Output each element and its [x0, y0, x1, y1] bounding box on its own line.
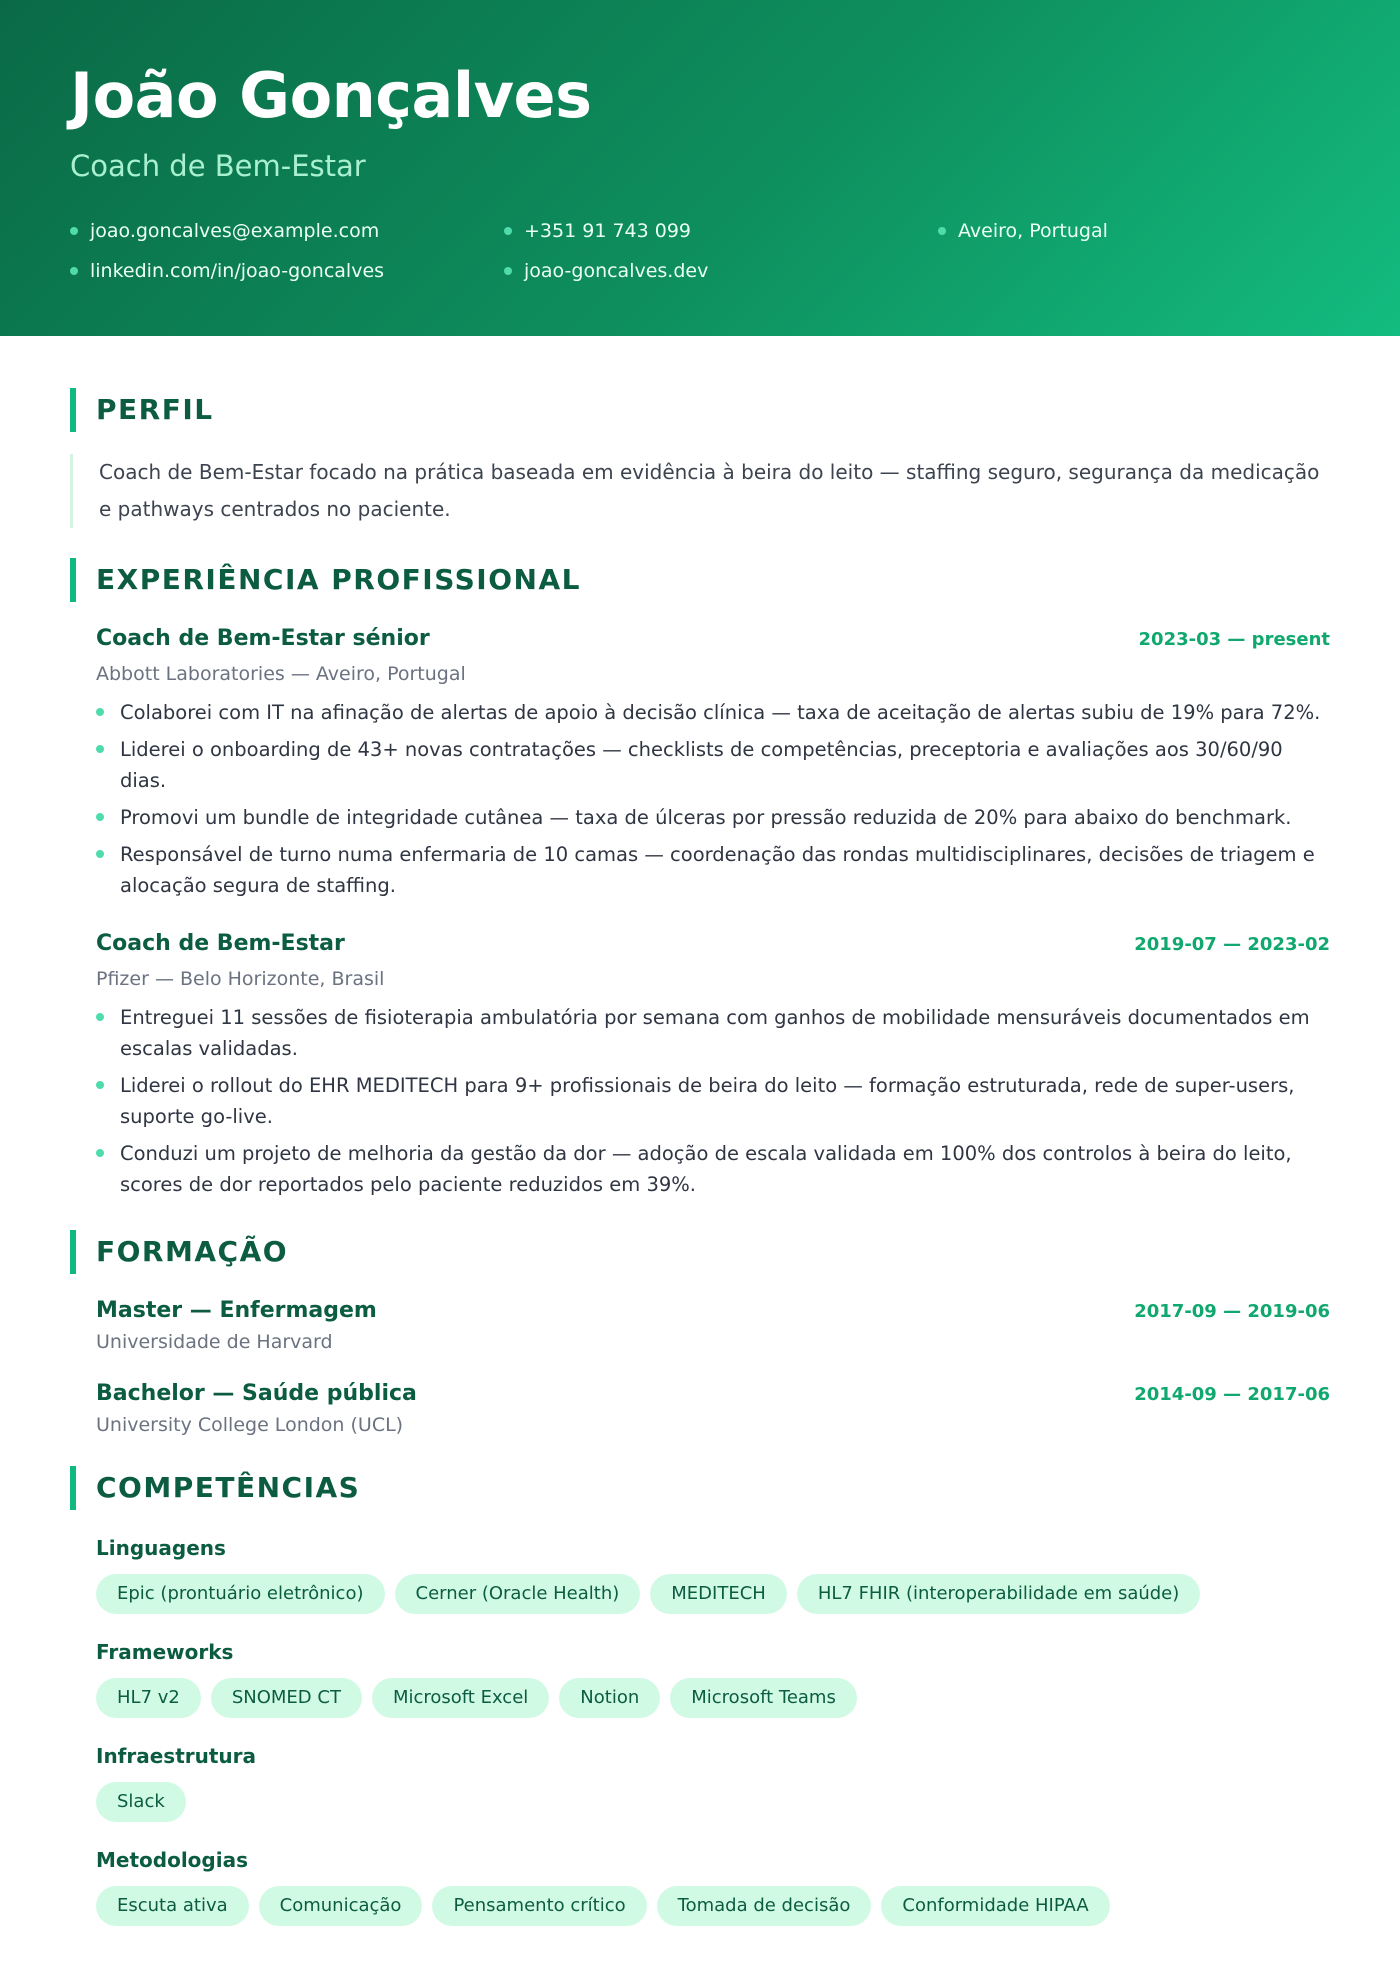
job-title: Coach de Bem-Estar sénior	[96, 626, 430, 651]
education-dates: 2014-09 — 2017-06	[1134, 1384, 1330, 1405]
candidate-name: João Gonçalves	[70, 59, 592, 132]
experience-section	[70, 558, 1330, 1200]
contact-phone[interactable]	[504, 218, 938, 244]
education-school: Universidade de Harvard	[96, 1331, 333, 1353]
skill-tag: Escuta ativa	[96, 1886, 249, 1926]
section-title: EXPERIÊNCIA PROFISSIONAL	[70, 558, 1330, 602]
skill-tag: Slack	[96, 1782, 186, 1822]
skill-tags	[96, 1782, 1330, 1822]
job-bullet: Liderei o onboarding de 43+ novas contratações — checklists de competências, preceptoria e avaliações aos 30/60/90 dias.	[96, 734, 1330, 796]
job-bullet: Responsável de turno numa enfermaria de 10 camas — coordenação das rondas multidisciplinares, decisões de triagem e alocação segura de staffing.	[96, 839, 1330, 901]
contact-linkedin[interactable]	[70, 258, 504, 284]
education-header	[96, 1298, 1330, 1323]
bullet-dot-icon	[70, 227, 78, 235]
skill-tag: HL7 v2	[96, 1678, 201, 1718]
job-company: Pfizer — Belo Horizonte, Brasil	[96, 968, 385, 990]
job-header	[96, 931, 1330, 956]
contact-location	[938, 218, 1318, 244]
job-entry	[70, 931, 1330, 1200]
profile-section	[70, 388, 1330, 528]
contact-linkedin-text: linkedin.com/in/joao-goncalves	[90, 260, 385, 282]
bullet-dot-icon	[70, 267, 78, 275]
skill-tag: Microsoft Excel	[372, 1678, 549, 1718]
skill-group-label: Metodologias	[96, 1848, 248, 1872]
skill-group	[70, 1638, 1330, 1718]
skill-tag: Notion	[559, 1678, 660, 1718]
contact-location-text: Aveiro, Portugal	[958, 220, 1108, 242]
education-entry	[70, 1381, 1330, 1436]
skill-tag: Microsoft Teams	[670, 1678, 857, 1718]
job-bullet: Liderei o rollout do EHR MEDITECH para 9+ profissionais de beira do leito — formação estruturada, rede de super-users, suporte go-live.	[96, 1070, 1330, 1132]
job-bullet: Conduzi um projeto de melhoria da gestão da dor — adoção de escala validada em 100% dos controlos à beira do leito, scores de dor reportados pelo paciente reduzidos em 39%.	[96, 1138, 1330, 1200]
skill-group	[70, 1846, 1330, 1926]
skill-tag: MEDITECH	[650, 1574, 787, 1614]
resume-header	[0, 0, 1400, 336]
skill-group-label: Linguagens	[96, 1536, 226, 1560]
skill-group	[70, 1742, 1330, 1822]
job-entry	[70, 626, 1330, 901]
contact-phone-text: +351 91 743 099	[524, 220, 692, 242]
job-bullet: Promovi um bundle de integridade cutânea — taxa de úlceras por pressão reduzida de 20% para abaixo do benchmark.	[96, 802, 1330, 833]
skill-group-label: Frameworks	[96, 1640, 234, 1664]
job-bullet: Entreguei 11 sessões de fisioterapia ambulatória por semana com ganhos de mobilidade mensuráveis documentados em escalas validadas.	[96, 1002, 1330, 1064]
profile-text: Coach de Bem-Estar focado na prática baseada em evidência à beira do leito — staffing seguro, segurança da medicação e pathways centrados no paciente.	[70, 454, 1330, 528]
skill-tags	[96, 1678, 1330, 1718]
education-entry	[70, 1298, 1330, 1353]
contact-website-text: joao-goncalves.dev	[524, 260, 709, 282]
contact-list	[70, 218, 1330, 284]
section-title: FORMAÇÃO	[70, 1230, 1330, 1274]
education-section	[70, 1230, 1330, 1436]
job-bullets	[96, 697, 1330, 901]
skill-tag: Cerner (Oracle Health)	[395, 1574, 641, 1614]
education-degree: Bachelor — Saúde pública	[96, 1381, 417, 1406]
education-header	[96, 1381, 1330, 1406]
contact-website[interactable]	[504, 258, 938, 284]
section-title: COMPETÊNCIAS	[70, 1466, 1330, 1510]
skill-tag: Pensamento crítico	[432, 1886, 646, 1926]
job-dates: 2023-03 — present	[1138, 629, 1330, 650]
job-bullets	[96, 1002, 1330, 1200]
contact-email-text: joao.goncalves@example.com	[90, 220, 380, 242]
bullet-dot-icon	[938, 227, 946, 235]
job-title: Coach de Bem-Estar	[96, 931, 345, 956]
skill-tag: Tomada de decisão	[657, 1886, 872, 1926]
bullet-dot-icon	[504, 227, 512, 235]
contact-email[interactable]	[70, 218, 504, 244]
candidate-role: Coach de Bem-Estar	[70, 149, 366, 183]
job-header	[96, 626, 1330, 651]
skill-tag: Comunicação	[259, 1886, 423, 1926]
job-company: Abbott Laboratories — Aveiro, Portugal	[96, 663, 466, 685]
section-title: PERFIL	[70, 388, 1330, 432]
education-degree: Master — Enfermagem	[96, 1298, 377, 1323]
skill-tag: HL7 FHIR (interoperabilidade em saúde)	[797, 1574, 1200, 1614]
job-bullet: Colaborei com IT na afinação de alertas de apoio à decisão clínica — taxa de aceitação de alertas subiu de 19% para 72%.	[96, 697, 1330, 728]
skill-tag: SNOMED CT	[211, 1678, 362, 1718]
skill-tag: Epic (prontuário eletrônico)	[96, 1574, 385, 1614]
skill-tags	[96, 1886, 1330, 1926]
education-dates: 2017-09 — 2019-06	[1134, 1301, 1330, 1322]
resume-body	[0, 336, 1400, 1926]
education-school: University College London (UCL)	[96, 1414, 404, 1436]
bullet-dot-icon	[504, 267, 512, 275]
skill-group-label: Infraestrutura	[96, 1744, 257, 1768]
job-dates: 2019-07 — 2023-02	[1134, 934, 1330, 955]
skill-group	[70, 1534, 1330, 1614]
skill-tags	[96, 1574, 1330, 1614]
skills-section	[70, 1466, 1330, 1926]
skill-tag: Conformidade HIPAA	[881, 1886, 1109, 1926]
